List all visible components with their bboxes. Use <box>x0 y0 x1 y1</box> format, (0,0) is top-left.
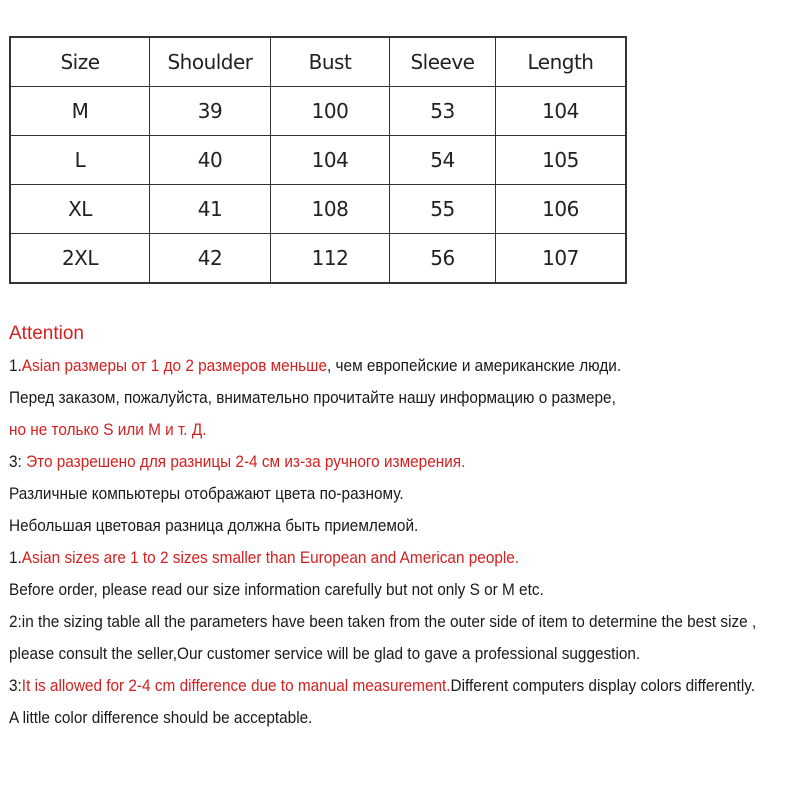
header-length: Length <box>496 37 627 87</box>
note-highlight: It is allowed for 2-4 cm difference due to manual measurement. <box>21 677 451 695</box>
note-text: Небольшая цветовая разница должна быть приемлемой. <box>9 517 419 535</box>
note-highlight: Это разрешено для разницы 2-4 см из-за ручного измерения. <box>26 453 466 471</box>
table-row <box>10 185 626 234</box>
note-text: 3: <box>9 453 27 471</box>
note-text: Различные компьютеры отображают цвета по-разному. <box>9 485 404 503</box>
note-line-4 <box>9 446 744 478</box>
note-text: 1. <box>9 357 22 375</box>
note-text: A little color difference should be acceptable. <box>9 709 313 727</box>
cell-bust: 112 <box>271 234 390 284</box>
note-text: Before order, please read our size information carefully but not only S or M etc. <box>9 581 544 599</box>
cell-bust: 108 <box>271 185 390 234</box>
note-line-8 <box>9 574 744 606</box>
cell-bust: 104 <box>271 136 390 185</box>
note-highlight: но не только S или M и т. Д. <box>9 421 207 439</box>
cell-sleeve: 56 <box>390 234 496 284</box>
note-line-12 <box>9 702 744 734</box>
header-shoulder: Shoulder <box>150 37 271 87</box>
cell-size: 2XL <box>10 234 150 284</box>
table-row <box>10 87 626 136</box>
cell-size: L <box>10 136 150 185</box>
table-row <box>10 136 626 185</box>
cell-length: 105 <box>496 136 627 185</box>
note-line-6 <box>9 510 744 542</box>
size-chart-table <box>9 36 627 284</box>
note-text: Перед заказом, пожалуйста, внимательно прочитайте нашу информацию о размере, <box>9 389 616 407</box>
note-text: please consult the seller,Our customer service will be glad to gave a professional suggestion. <box>9 645 641 663</box>
cell-sleeve: 55 <box>390 185 496 234</box>
cell-size: M <box>10 87 150 136</box>
cell-length: 106 <box>496 185 627 234</box>
cell-sleeve: 53 <box>390 87 496 136</box>
note-text: 2:in the sizing table all the parameters have been taken from the outer side of item to determine the best size , <box>9 613 757 631</box>
note-line-10 <box>9 638 744 670</box>
cell-shoulder: 40 <box>150 136 271 185</box>
cell-shoulder: 41 <box>150 185 271 234</box>
note-highlight: Asian sizes are 1 to 2 sizes smaller than European and American people. <box>21 549 520 567</box>
note-text: 1. <box>9 549 22 567</box>
note-line-7 <box>9 542 744 574</box>
cell-sleeve: 54 <box>390 136 496 185</box>
cell-length: 104 <box>496 87 627 136</box>
table-row <box>10 234 626 284</box>
cell-shoulder: 42 <box>150 234 271 284</box>
note-text: Different computers display colors differently. <box>450 677 756 695</box>
header-size: Size <box>10 37 150 87</box>
cell-shoulder: 39 <box>150 87 271 136</box>
note-line-5 <box>9 478 744 510</box>
table-header-row <box>10 37 626 87</box>
cell-size: XL <box>10 185 150 234</box>
attention-notes <box>9 318 799 734</box>
cell-bust: 100 <box>271 87 390 136</box>
note-line-2 <box>9 382 744 414</box>
note-highlight: Asian размеры от 1 до 2 размеров меньше <box>21 357 328 375</box>
note-text: , чем европейские и американские люди. <box>327 357 622 375</box>
note-line-1 <box>9 350 744 382</box>
note-line-9 <box>9 606 757 638</box>
cell-length: 107 <box>496 234 627 284</box>
attention-title: Attention <box>9 323 84 344</box>
header-bust: Bust <box>271 37 390 87</box>
header-sleeve: Sleeve <box>390 37 496 87</box>
note-line-11 <box>9 670 756 702</box>
note-line-3 <box>9 414 744 446</box>
note-text: 3: <box>9 677 22 695</box>
